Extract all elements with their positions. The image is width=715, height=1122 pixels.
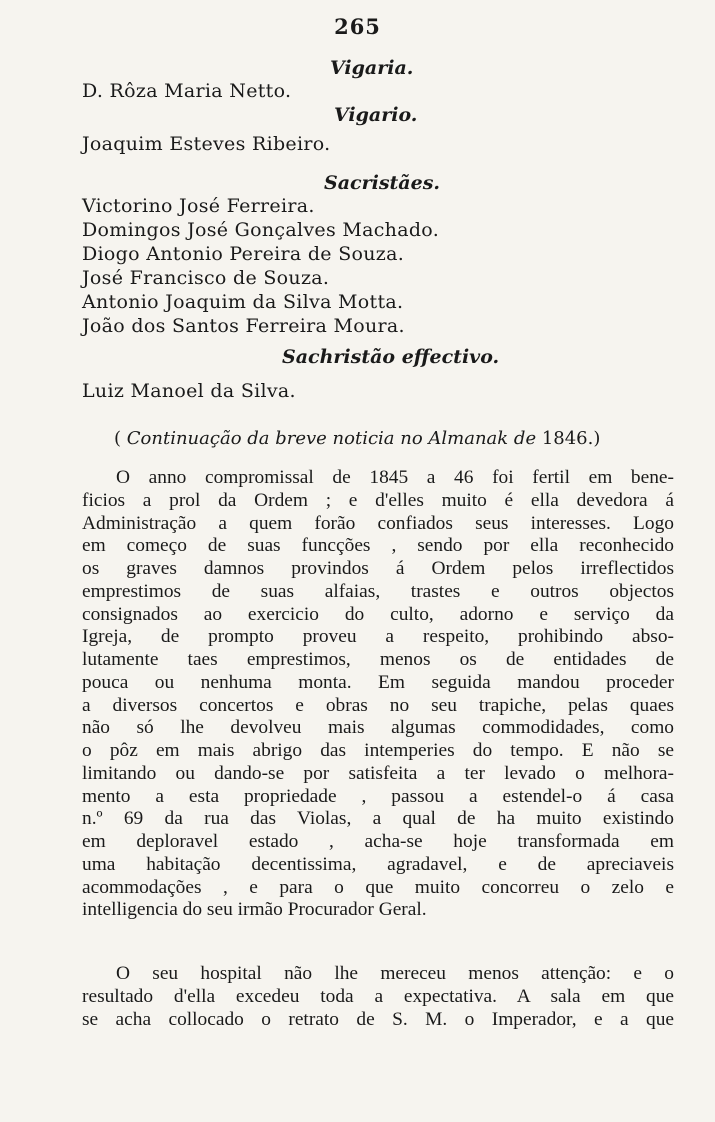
name-sacristao: Domingos José Gonçalves Machado. (82, 219, 440, 241)
text-line: não só lhe devolveu mais algumas commodidades, como (82, 717, 674, 739)
text-line: lutamente taes emprestimos, menos os de entidades de (82, 649, 674, 670)
name-vigaria: D. Rôza Maria Netto. (82, 80, 292, 102)
name-vigario: Joaquim Esteves Ribeiro. (82, 133, 331, 155)
text-line: O anno compromissal de 1845 a 46 foi fertil em bene- (116, 467, 674, 488)
text-line: O seu hospital não lhe mereceu menos attenção: e o (116, 963, 674, 984)
name-sacristao: Diogo Antonio Pereira de Souza. (82, 243, 405, 265)
text-line: se acha collocado o retrato de S. M. o Imperador, e a que (82, 1008, 674, 1030)
heading-vigario: Vigario. (334, 104, 418, 126)
text-line: limitando ou dando-se por satisfeita a ter levado o melhora- (82, 762, 674, 784)
heading-sacristaes: Sacristães. (324, 172, 441, 194)
text-line: os graves damnos provindos á Ordem pelos irreflectidos (82, 558, 674, 579)
name-sacristao: João dos Santos Ferreira Moura. (82, 315, 405, 337)
text-line: ficios a prol da Ordem ; e d'elles muito é ella devedora á (82, 489, 674, 511)
name-sacristao: Antonio Joaquim da Silva Motta. (82, 291, 404, 313)
name-sacristao: José Francisco de Souza. (82, 267, 330, 289)
note-close-paren: ) (593, 428, 601, 449)
text-line: a diversos concertos e obras no seu trapiche, pelas quaes (82, 694, 674, 716)
paragraph-2 (82, 963, 674, 1031)
note-year: 1846. (541, 428, 594, 449)
text-line: n.º 69 da rua das Violas, a qual de ha muito existindo (82, 808, 674, 830)
text-line: consignados ao exercicio do culto, adorno e serviço da (82, 603, 674, 625)
note-open-paren: ( (114, 428, 122, 449)
text-line: acommodações , e para o que muito concorreu o zelo e (82, 876, 674, 898)
name-sachristao-effectivo: Luiz Manoel da Silva. (82, 380, 296, 402)
text-line: pouca ou nenhuma monta. Em seguida mandou proceder (82, 671, 674, 693)
text-line: resultado d'ella excedeu toda a expectativa. A sala em que (82, 985, 674, 1007)
text-line: Administração a quem forão confiados seus interesses. Logo (82, 512, 674, 534)
text-line: mento a esta propriedade , passou a estendel-o á casa (82, 785, 674, 807)
heading-sachristao-effectivo: Sachristão effectivo. (282, 346, 500, 368)
page-number: 265 (334, 14, 381, 39)
note-text: Continuação da breve noticia no Almanak de (126, 428, 537, 449)
text-line: em deploravel estado , acha-se hoje transformada em (82, 831, 674, 852)
text-line: em começo de suas funcções , sendo por ella reconhecido (82, 535, 674, 557)
text-line: o pôz em mais abrigo das intemperies do tempo. E não se (82, 740, 674, 761)
text-line: emprestimos de suas alfaias, trastes e outros objectos (82, 580, 674, 602)
text-line: intelligencia do seu irmão Procurador Geral. (82, 899, 427, 921)
paragraph-1 (82, 467, 674, 922)
heading-vigaria: Vigaria. (330, 57, 414, 79)
continuation-note (114, 428, 600, 449)
text-line: Igreja, de prompto proveu a respeito, prohibindo abso- (82, 626, 674, 648)
text-line: uma habitação decentissima, agradavel, e de apreciaveis (82, 853, 674, 875)
name-sacristao: Victorino José Ferreira. (82, 195, 315, 217)
